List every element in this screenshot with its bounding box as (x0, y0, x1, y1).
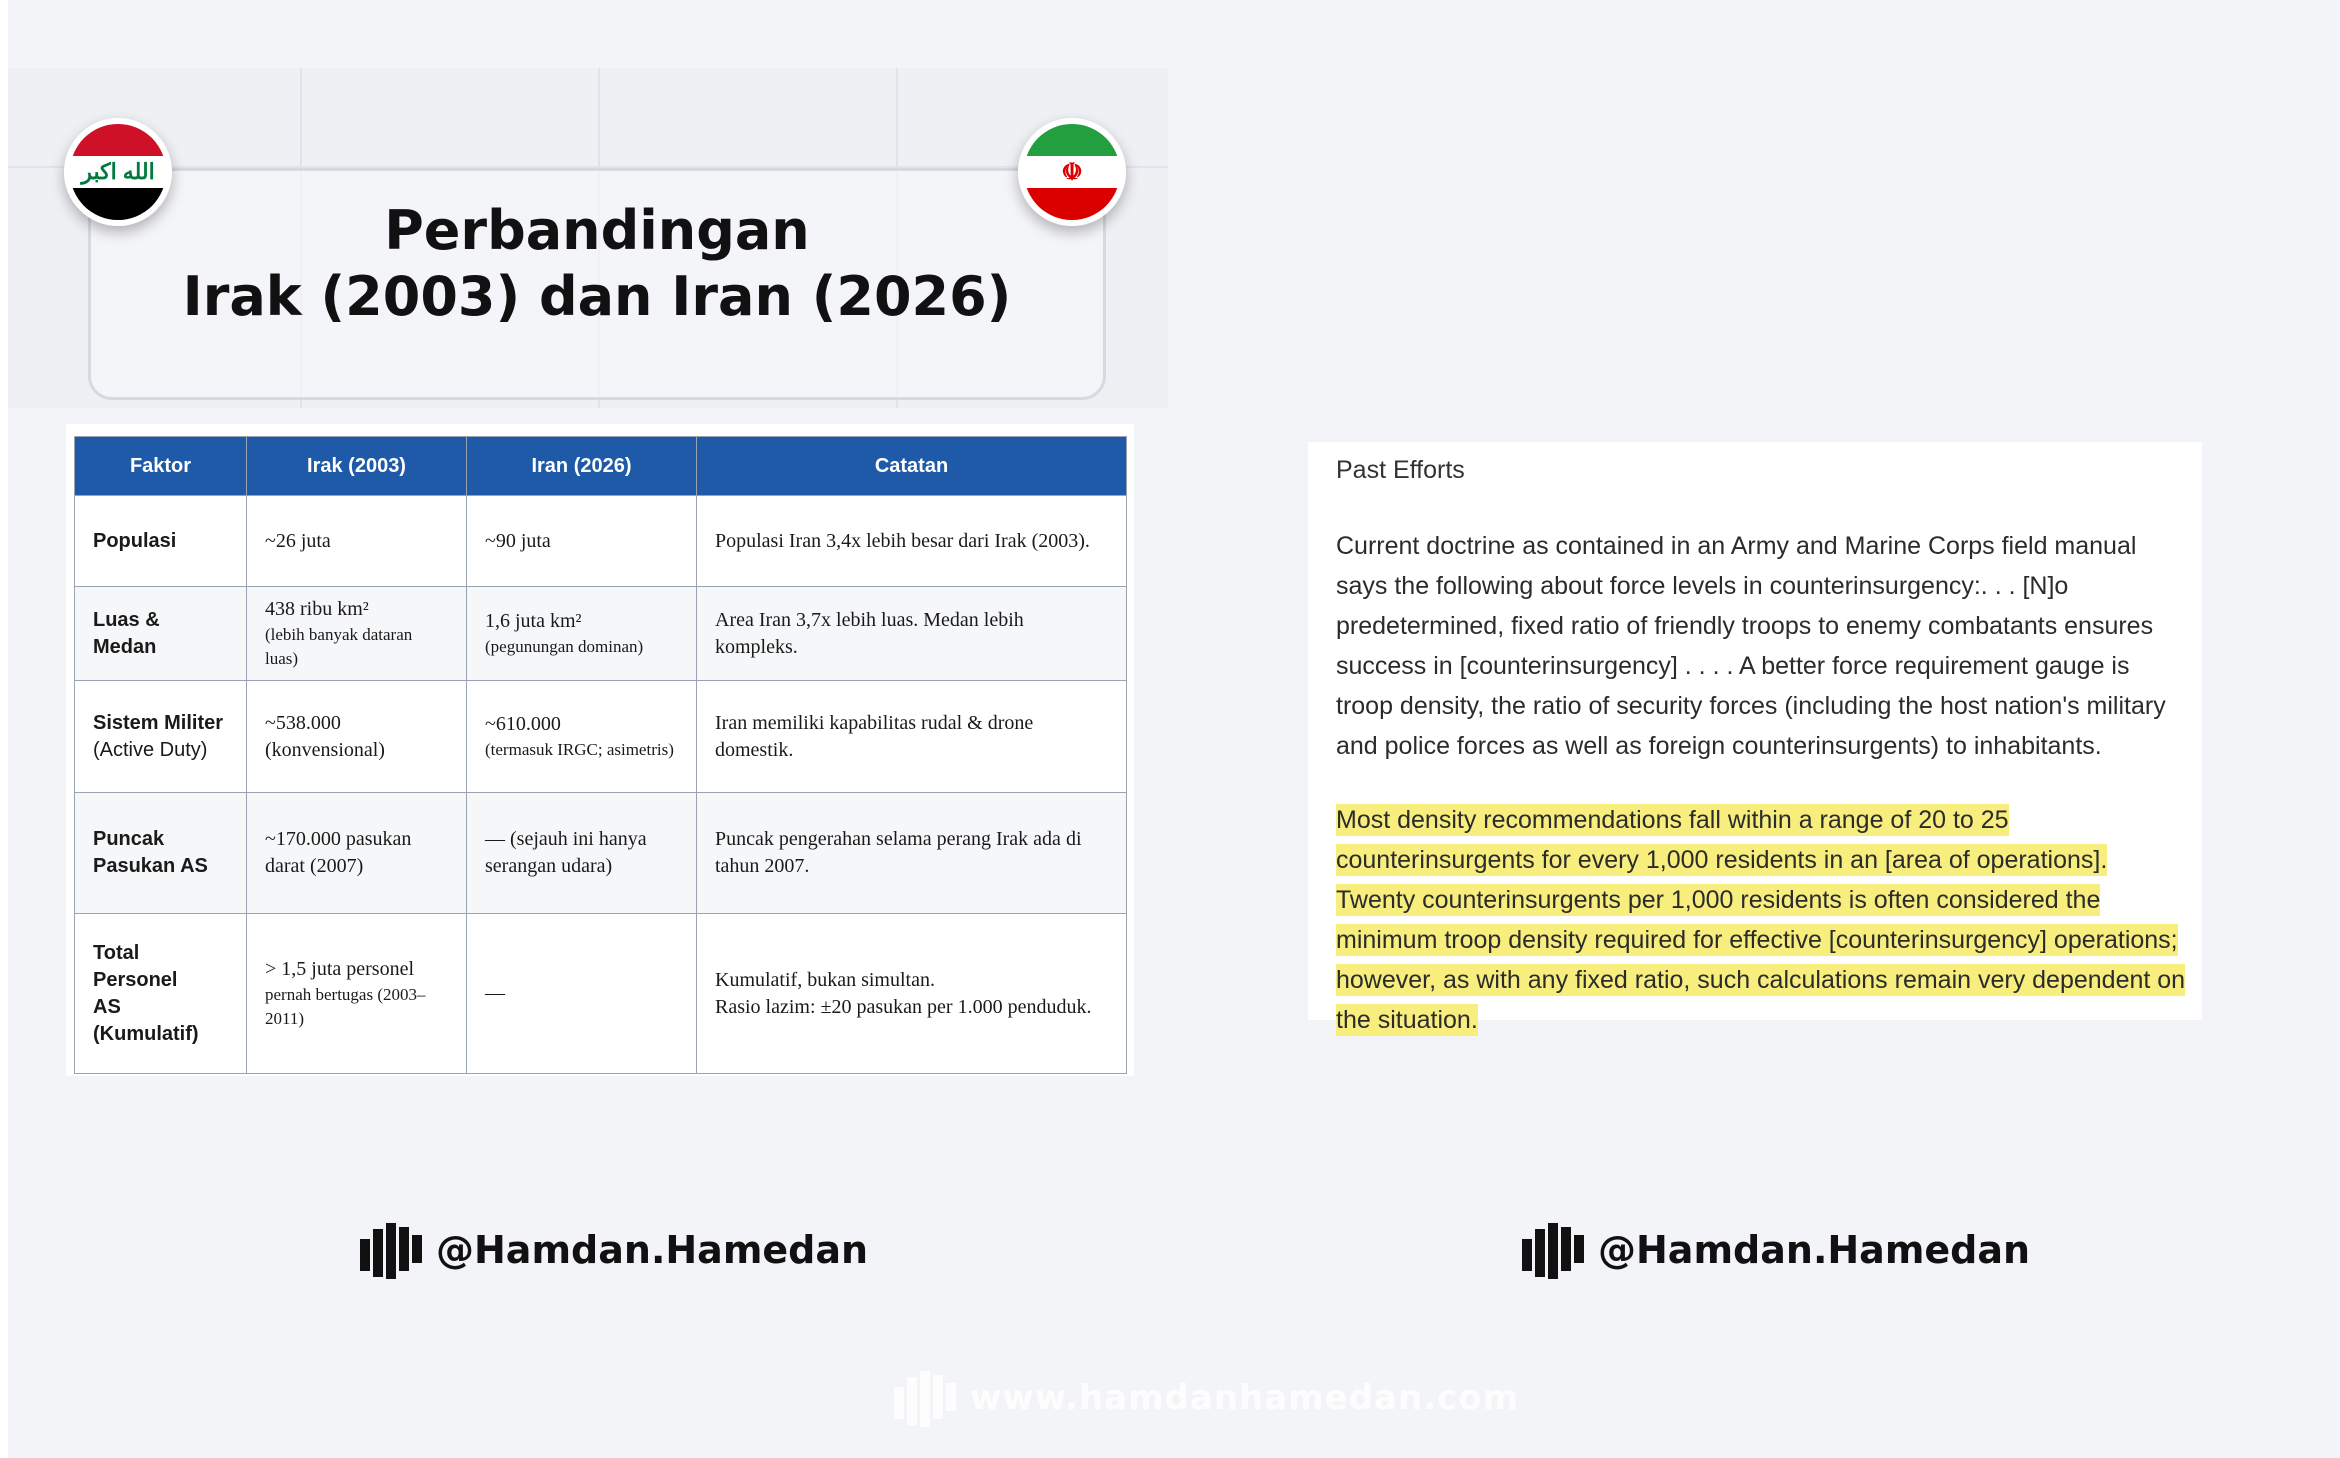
note-cell: Iran memiliki kapabilitas rudal & drone domestik. (697, 681, 1127, 793)
irak-cell: ~26 juta (247, 496, 467, 587)
brand-handle-left (360, 1220, 868, 1280)
table-row (75, 587, 1127, 681)
note-cell: Area Iran 3,7x lebih luas. Medan lebih kompleks. (697, 587, 1127, 681)
table-row (75, 496, 1127, 587)
highlighted-paragraph (1336, 800, 2186, 1040)
iran-cell: — (sejauh ini hanya serangan udara) (467, 793, 697, 914)
page-title (88, 198, 1106, 330)
irak-cell: ~170.000 pasukan darat (2007) (247, 793, 467, 914)
table-row (75, 681, 1127, 793)
brand-handle-right (1522, 1220, 2030, 1280)
article-heading: Past Efforts (1336, 456, 1465, 484)
iran-cell: ~90 juta (467, 496, 697, 587)
brand-logo-icon (894, 1369, 956, 1427)
table-row (75, 914, 1127, 1074)
title-line-1: Perbandingan (384, 199, 810, 262)
left-edge-strip (0, 0, 8, 1458)
factor-cell: Sistem Militer (Active Duty) (75, 681, 247, 793)
comparison-table (74, 436, 1127, 1074)
iraq-emblem: الله اكبر (70, 156, 166, 188)
note-cell: Puncak pengerahan selama perang Irak ada di tahun 2007. (697, 793, 1127, 914)
brand-logo-icon (1522, 1221, 1584, 1279)
table-row (75, 793, 1127, 914)
brand-logo-icon (360, 1221, 422, 1279)
factor-cell: Puncak Pasukan AS (75, 793, 247, 914)
article-excerpt (1308, 442, 2202, 1034)
factor-cell: Total Personel AS (Kumulatif) (75, 914, 247, 1074)
header-irak: Irak (2003) (247, 437, 467, 496)
header-iran: Iran (2026) (467, 437, 697, 496)
brand-handle-text: @Hamdan.Hamedan (436, 1228, 869, 1272)
brand-handle-text: @Hamdan.Hamedan (1598, 1228, 2031, 1272)
title-line-2: Irak (2003) dan Iran (2026) (182, 265, 1012, 328)
iraq-flag-icon (64, 118, 172, 226)
note-cell: Populasi Iran 3,4x lebih besar dari Irak (2003). (697, 496, 1127, 587)
note-cell: Kumulatif, bukan simultan. Rasio lazim: ±20 pasukan per 1.000 penduduk. (697, 914, 1127, 1074)
table-header-row (75, 437, 1127, 496)
website-watermark (894, 1368, 1519, 1428)
irak-cell: > 1,5 juta personel pernah bertugas (2003–2011) (247, 914, 467, 1074)
iran-emblem: ☫ (1024, 156, 1120, 188)
factor-cell: Populasi (75, 496, 247, 587)
iran-cell: ~610.000 (termasuk IRGC; asimetris) (467, 681, 697, 793)
header-catatan: Catatan (697, 437, 1127, 496)
irak-cell: 438 ribu km² (lebih banyak dataran luas) (247, 587, 467, 681)
header-faktor: Faktor (75, 437, 247, 496)
article-paragraph: Current doctrine as contained in an Army and Marine Corps field manual says the following about force levels in counterinsurgency:. . . [N]o predetermined, fixed ratio of friendly troops to enemy combatants ensures success in [counterinsurgency] . . . . A better force requirement gauge is troop density, the ratio of security forces (including the host nation's military and police forces as well as foreign counterinsurgents) to inhabitants. (1336, 532, 2166, 760)
highlighted-text: Most density recommendations fall within a range of 20 to 25 counterinsurgents for every 1,000 residents in an [area of operations]. Twenty counterinsurgents per 1,000 residents is often considered the minimum troop density required for effective [counterinsurgency] operations; however, as with any fixed ratio, such calculations remain very dependent on the situation. (1336, 806, 2186, 1034)
iran-cell: 1,6 juta km² (pegunungan dominan) (467, 587, 697, 681)
website-url: www.hamdanhamedan.com (970, 1378, 1520, 1418)
factor-cell: Luas & Medan (75, 587, 247, 681)
comparison-table-card (66, 424, 1134, 1076)
irak-cell: ~538.000 (konvensional) (247, 681, 467, 793)
iran-cell: — (467, 914, 697, 1074)
iran-flag-icon (1018, 118, 1126, 226)
